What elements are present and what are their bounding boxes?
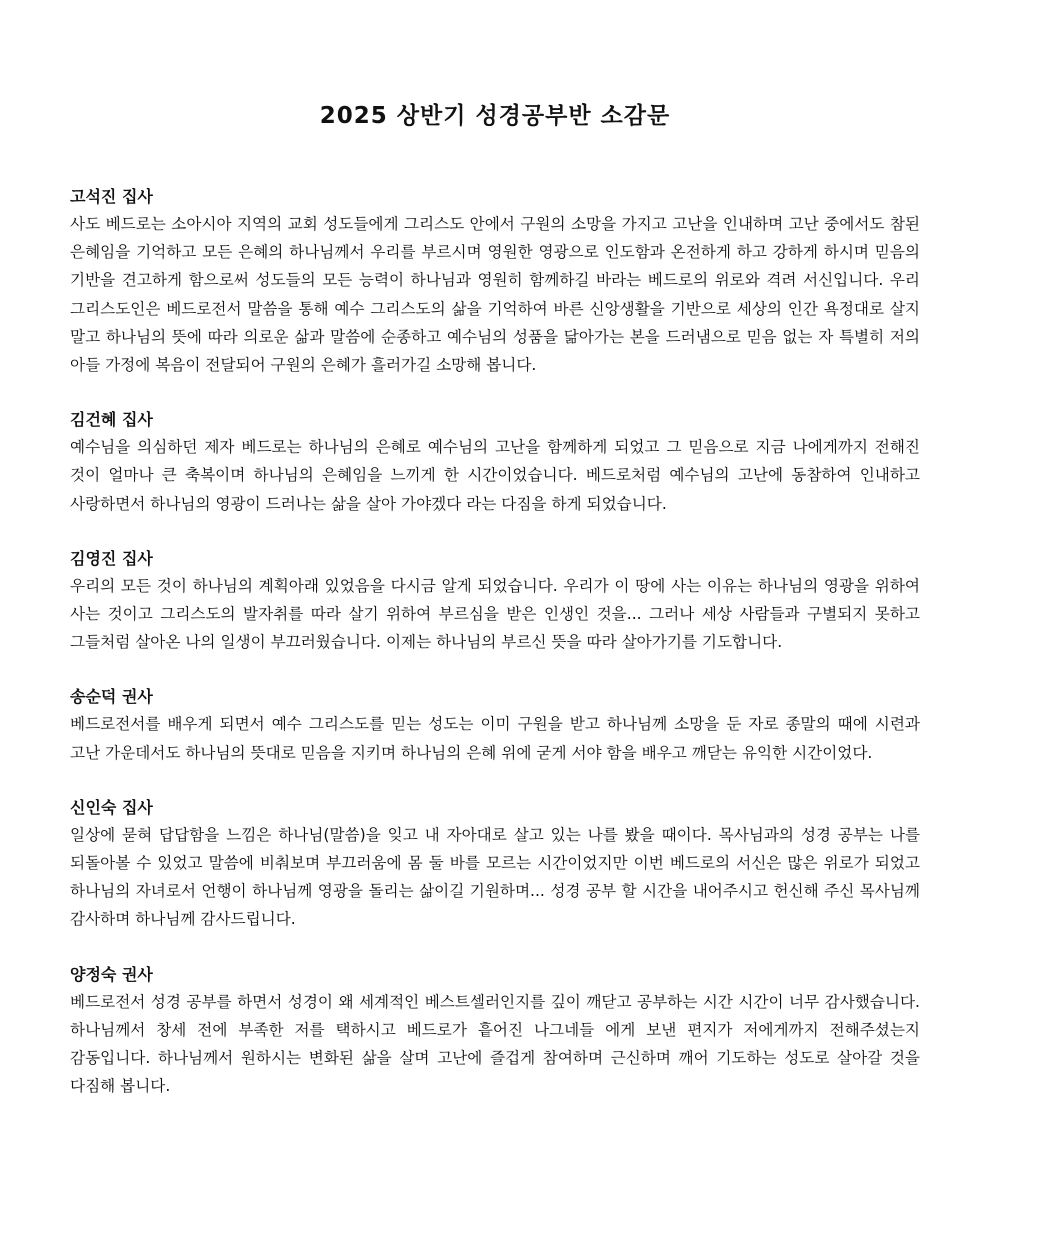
entry-body: 사도 베드로는 소아시아 지역의 교회 성도들에게 그리스도 안에서 구원의 소망을 가지고 고난을 인내하며 고난 중에서도 참된 은혜임을 기억하고 모든 은혜의 하나님께서 우리를 부르시며 영원한 영광으로 인도함과 온전하게 하고 강하게 하시며 믿음의 기반을 견고하게 함으로써 성도들의 모든 능력이 하나님과 영원히 함께하길 바라는 베드로의 위로와 격려 서신입니다. 우리 그리스도인은 베드로전서 말씀을 통해 예수 그리스도의 삶을 기억하여 바른 신앙생활을 기반으로 세상의 인간 욕정대로 살지 말고 하나님의 뜻에 따라 의로운 삶과 말씀에 순종하고 예수님의 성품을 닮아가는 본을 드러냄으로 믿음 없는 자 특별히 저의 아들 가정에 복음이 전달되어 구원의 은혜가 흘러가길 소망해 봅니다.: [70, 215, 920, 375]
document-page: [70, 98, 920, 1128]
entry-body: 일상에 묻혀 답답함을 느낌은 하나님(말씀)을 잊고 내 자아대로 살고 있는 나를 봤을 때이다. 목사님과의 성경 공부는 나를 되돌아볼 수 있었고 말씀에 비춰보며 부끄러움에 몸 둘 바를 모르는 시간이었지만 이번 베드로의 서신은 많은 위로가 되었고 하나님의 자녀로서 언행이 하나님께 영광을 돌리는 삶이길 기원하며... 성경 공부 할 시간을 내어주시고 헌신해 주신 목사님께 감사하며 하나님께 감사드립니다.: [70, 825, 920, 929]
entry-author: 양정숙 권사: [70, 964, 153, 984]
entry-goseokjin: [70, 184, 920, 379]
entry-author: 김영진 집사: [70, 548, 153, 568]
entry-body: 우리의 모든 것이 하나님의 계획아래 있었음을 다시금 알게 되었습니다. 우리가 이 땅에 사는 이유는 하나님의 영광을 위하여 사는 것이고 그리스도의 발자취를 따라 살기 위하여 부르심을 받은 인생인 것을... 그러나 세상 사람들과 구별되지 못하고 그들처럼 살아온 나의 일생이 부끄러웠습니다. 이제는 하나님의 부르신 뜻을 따라 살아가기를 기도합니다.: [70, 576, 920, 652]
entry-body: 예수님을 의심하던 제자 베드로는 하나님의 은혜로 예수님의 고난을 함께하게 되었고 그 믿음으로 지금 나에게까지 전해진 것이 얼마나 큰 축복이며 하나님의 은혜임을 느끼게 한 시간이었습니다. 베드로처럼 예수님의 고난에 동참하여 인내하고 사랑하면서 하나님의 영광이 드러나는 삶을 살아 가야겠다 라는 다짐을 하게 되었습니다.: [70, 438, 920, 513]
entry-gimgeonhye: [70, 407, 920, 518]
entry-author: 고석진 집사: [70, 187, 153, 206]
entry-sininsuk: [70, 795, 920, 934]
entry-author: 신인숙 집사: [70, 797, 153, 817]
entry-author: 김건혜 집사: [70, 410, 153, 430]
entry-body: 베드로전서를 배우게 되면서 예수 그리스도를 믿는 성도는 이미 구원을 받고 하나님께 소망을 둔 자로 종말의 때에 시련과 고난 가운데서도 하나님의 뜻대로 믿음을 지키며 하나님의 은혜 위에 굳게 서야 함을 배우고 깨닫는 유익한 시간이었다.: [70, 715, 920, 762]
entry-gimyeongjin: [70, 546, 920, 657]
entry-yangjeongsuk: [70, 962, 920, 1101]
entry-body: 베드로전서 성경 공부를 하면서 성경이 왜 세계적인 베스트셀러인지를 깊이 깨닫고 공부하는 시간 시간이 너무 감사했습니다. 하나님께서 창세 전에 부족한 저를 택하시고 베드로가 흩어진 나그네들 에게 보낸 편지가 저에게까지 전해주셨는지 감동입니다. 하나님께서 원하시는 변화된 삶을 살며 고난에 즐겁게 참여하며 근신하며 깨어 기도하는 성도로 살아갈 것을 다짐해 봅니다.: [70, 992, 920, 1096]
entry-author: 송순덕 권사: [70, 687, 153, 707]
page-title: 2025 상반기 성경공부반 소감문: [319, 103, 671, 129]
entry-songsundeok: [70, 684, 920, 766]
